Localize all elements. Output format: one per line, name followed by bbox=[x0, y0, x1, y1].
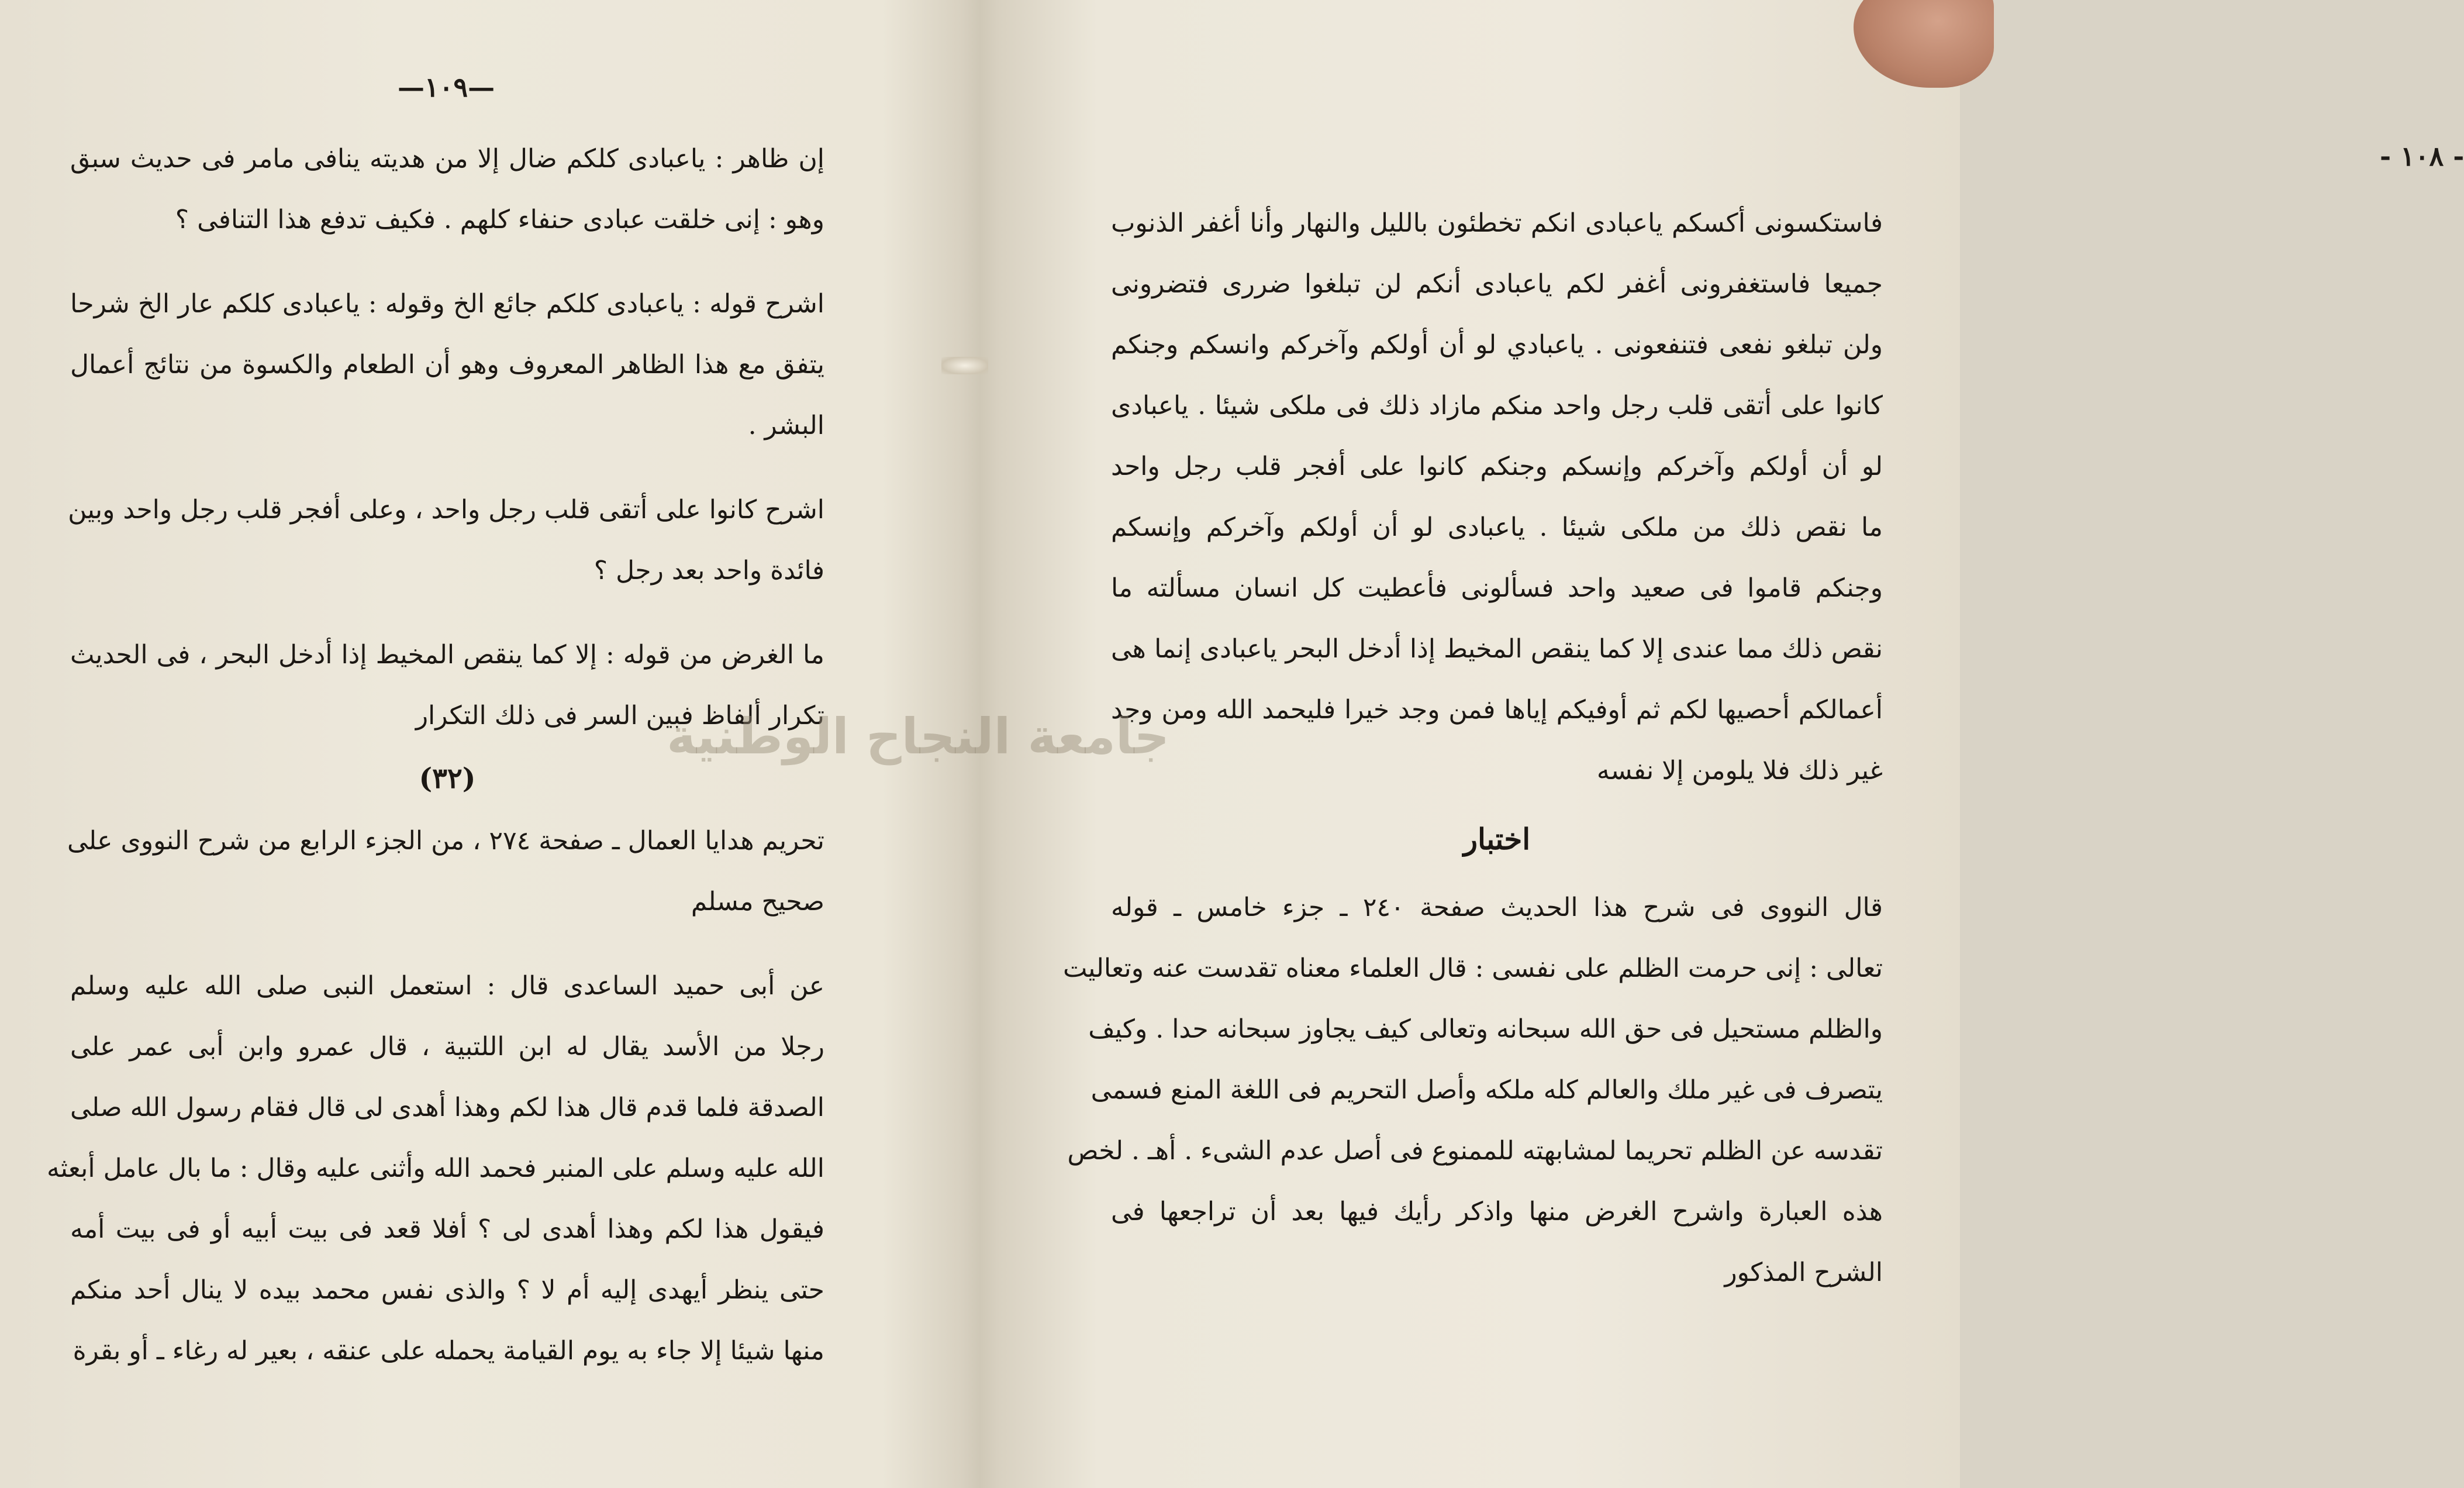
paragraph bbox=[70, 480, 824, 601]
text-line: كانوا على أتقى قلب رجل واحد منكم مازاد ذلك فى ملكى شيئا . ياعبادى bbox=[1111, 391, 1883, 421]
paper-tear bbox=[941, 357, 988, 374]
text-line: قال النووى فى شرح هذا الحديث صفحة ٢٤٠ ـ جزء خامس ـ قوله bbox=[1111, 893, 1883, 922]
text-line: نقص ذلك مما عندى إلا كما ينقص المخيط إذا أدخل البحر ياعبادى إنما هى bbox=[1111, 634, 1883, 664]
text-line: وهو : إنى خلقت عبادى حنفاء كلهم . فكيف تدفع هذا التنافى ؟ bbox=[175, 205, 824, 235]
paragraph bbox=[70, 274, 824, 456]
text-line: والظلم مستحيل فى حق الله سبحانه وتعالى كيف يجاوز سبحانه حدا . وكيف bbox=[1088, 1014, 1883, 1044]
watermark: جامعة النجاح الوطنية bbox=[667, 708, 1169, 765]
text-line: فيقول هذا لكم وهذا أهدى لى ؟ أفلا قعد فى بيت أبيه أو فى بيت أمه bbox=[70, 1214, 824, 1244]
page-text bbox=[1062, 193, 1883, 1303]
text-line: غير ذلك فلا يلومن إلا نفسه bbox=[1596, 756, 1883, 786]
text-line: تكرار ألفاظ فبين السر فى ذلك التكرار bbox=[415, 701, 824, 731]
text-line: يتفق مع هذا الظاهر المعروف وهو أن الطعام والكسوة من نتائج أعمال bbox=[70, 350, 824, 380]
text-line: اشرح كانوا على أتقى قلب رجل واحد ، وعلى أفجر قلب رجل واحد وبين bbox=[68, 495, 824, 525]
page-number: - ١٠٨ - bbox=[2380, 140, 2464, 172]
text-line: تعالى : إنى حرمت الظلم على نفسى : قال العلماء معناه تقدست عنه وتعاليت bbox=[1062, 953, 1883, 983]
text-line: ولن تبلغو نفعى فتنفعونى . ياعبادي لو أن أولكم وآخركم وانسكم وجنكم bbox=[1111, 330, 1883, 360]
text-line: منها شيئا إلا جاء به يوم القيامة يحمله على عنقه ، بعير له رغاء ـ أو بقرة bbox=[73, 1336, 824, 1366]
text-line: فاستكسونى أكسكم ياعبادى انكم تخطئون بالليل والنهار وأنا أغفر الذنوب bbox=[1111, 208, 1883, 238]
section-heading: اختبار bbox=[1463, 822, 1531, 856]
text-line: الصدقة فلما قدم قال هذا لكم وهذا أهدى لى قال فقام رسول الله صلى bbox=[70, 1093, 824, 1122]
text-line: حتى ينظر أيهدى إليه أم لا ؟ والذى نفس محمد بيده لا ينال أحد منكم bbox=[70, 1275, 824, 1305]
text-line: رجلا من الأسد يقال له ابن اللتبية ، قال عمرو وابن أبى عمر على bbox=[70, 1032, 824, 1062]
text-line: وجنكم قاموا فى صعيد واحد فسألونى فأعطيت كل انسان مسألته ما bbox=[1111, 573, 1883, 603]
page-number: —١٠٩— bbox=[398, 71, 495, 103]
text-line: أعمالكم أحصيها لكم ثم أوفيكم إياها فمن وجد خيرا فليحمد الله ومن وجد bbox=[1111, 695, 1883, 725]
text-line: ما الغرض من قوله : إلا كما ينقص المخيط إذا أدخل البحر ، فى الحديث bbox=[70, 640, 824, 670]
text-line: إن ظاهر : ياعبادى كلكم ضال إلا من هديته ينافى مامر فى حديث سبق bbox=[70, 144, 824, 174]
text-line: البشر . bbox=[748, 411, 824, 440]
text-line: ما نقص ذلك من ملكى شيئا . ياعبادى لو أن أولكم وآخركم وإنسكم bbox=[1111, 512, 1883, 542]
paragraph bbox=[70, 129, 824, 250]
text-line: لو أن أولكم وآخركم وإنسكم وجنكم كانوا على أفجر قلب رجل واحد bbox=[1111, 452, 1883, 481]
section-number: (٣٢) bbox=[419, 762, 476, 795]
text-line: يتصرف فى غير ملك والعالم كله ملكه وأصل التحريم فى اللغة المنع فسمى bbox=[1090, 1075, 1883, 1105]
text-line: صحيح مسلم bbox=[691, 887, 824, 917]
text-line: فائدة واحد بعد رجل ؟ bbox=[593, 556, 824, 585]
text-line: هذه العبارة واشرح الغرض منها واذكر رأيك فيها بعد أن تراجعها فى bbox=[1111, 1197, 1883, 1227]
paragraph bbox=[1111, 193, 1883, 801]
text-line: اشرح قوله : ياعبادى كلكم جائع الخ وقوله : ياعبادى كلكم عار الخ شرحا bbox=[70, 289, 824, 319]
text-line: الشرح المذكور bbox=[1724, 1258, 1883, 1287]
text-line: تقدسه عن الظلم تحريما لمشابهته للممنوع فى أصل عدم الشىء . أهـ . لخص bbox=[1067, 1136, 1883, 1166]
text-line: الله عليه وسلم على المنبر فحمد الله وأثنى عليه وقال : ما بال عامل أبعثه bbox=[47, 1153, 824, 1183]
text-line: جميعا فاستغفرونى أغفر لكم ياعبادى أنكم لن تبلغوا ضررى فتضرونى bbox=[1111, 269, 1883, 299]
paragraph bbox=[47, 956, 824, 1382]
paragraph bbox=[1062, 877, 1883, 1303]
text-line: عن أبى حميد الساعدى قال : استعمل النبى صلى الله عليه وسلم bbox=[70, 971, 824, 1001]
paragraph bbox=[67, 811, 824, 932]
text-line: تحريم هدايا العمال ـ صفحة ٢٧٤ ، من الجزء الرابع من شرح النووى على bbox=[67, 826, 824, 856]
